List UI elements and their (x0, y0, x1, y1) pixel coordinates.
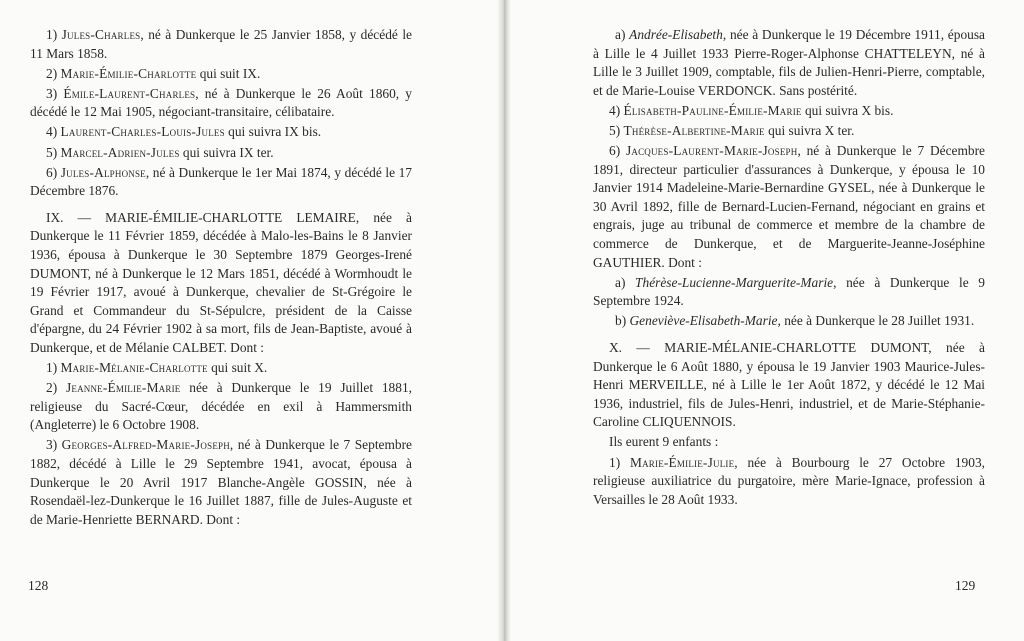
entry-1: 1) Jules-Charles, né à Dunkerque le 25 Janvier 1858, y décédé le 11 Mars 1858. (30, 27, 412, 61)
entry-ix-6: 6) Jacques-Laurent-Marie-Joseph, né à Dunkerque le 7 Décembre 1891, directeur particulier d'assurances à Dunkerque, y épousa le 10 Janvier 1914 Madeleine-Marie-Bernardine GYSEL, née à Dunkerque le 30 Avril 1892, fille de Bernard-Lucien-Fernand, négociant en grains et engrais, juge au tribunal de commerce et membre de la chambre de commerce de Dunkerque, et de Marguerite-Jeanne-Joséphine GAUTHIER. Dont : (593, 143, 985, 270)
page-number-left: 128 (28, 578, 49, 593)
book-gutter (497, 0, 511, 641)
children-count: Ils eurent 9 enfants : (609, 434, 719, 450)
entry-ix-5: 5) Thérèse-Albertine-Marie qui suivra X ter. (609, 122, 855, 138)
right-page (593, 26, 985, 511)
entry-ix-4: 4) Élisabeth-Pauline-Émilie-Marie qui suivra X bis. (609, 102, 894, 118)
entry-5: 5) Marcel-Adrien-Jules qui suivra IX ter. (46, 144, 274, 160)
entry-x-1: 1) Marie-Émilie-Julie, née à Bourbourg le 27 Octobre 1903, religieuse auxiliatrice du purgatoire, mère Marie-Ignace, profession à Versailles le 28 Août 1933. (593, 454, 985, 507)
section-x: X. — MARIE-MÉLANIE-CHARLOTTE DUMONT, née à Dunkerque le 6 Août 1880, y épousa le 19 Janvier 1903 Maurice-Jules-Henri MERVEILLE, né à Lille le 1er Août 1872, y décédé le 12 Mai 1936, industriel, fils de Jules-Henri, industriel, et de Marie-Stéphanie-Caroline CLIQUENNOIS. (593, 340, 985, 430)
entry-ix-6a: a) Thérèse-Lucienne-Marguerite-Marie, née à Dunkerque le 9 Septembre 1924. (593, 274, 985, 309)
entry-3: 3) Émile-Laurent-Charles, né à Dunkerque le 26 Août 1860, y décédé le 12 Mai 1905, négociant-transitaire, célibataire. (30, 85, 412, 120)
entry-6: 6) Jules-Alphonse, né à Dunkerque le 1er Mai 1874, y décédé le 17 Décembre 1876. (30, 164, 412, 199)
entry-ix-1: 1) Marie-Mélanie-Charlotte qui suit X. (46, 360, 268, 376)
entry-ix-2: 2) Jeanne-Émilie-Marie née à Dunkerque le 19 Juillet 1881, religieuse du Sacré-Cœur, décédée en exil à Hammersmith (Angleterre) le 6 Octobre 1908. (30, 380, 412, 433)
left-page (30, 26, 412, 531)
entry-4: 4) Laurent-Charles-Louis-Jules qui suivra IX bis. (46, 124, 322, 140)
entry-ix-3: 3) Georges-Alfred-Marie-Joseph, né à Dunkerque le 7 Septembre 1882, décédé à Lille le 29 Septembre 1941, avocat, épousa à Dunkerque le 20 Avril 1917 Blanche-Angèle GOSSIN, née à Rosendaël-lez-Dunkerque le 16 Juillet 1887, fille de Jules-Auguste et de Marie-Henriette BERNARD. Dont : (30, 437, 412, 527)
entry-ix-3a: a) Andrée-Elisabeth, née à Dunkerque le 19 Décembre 1911, épousa à Lille le 4 Juillet 1933 Pierre-Roger-Alphonse CHATTELEYN, né à Lille le 3 Juillet 1909, comptable, fils de Julien-Henri-Pierre, comptable, et de Marie-Louise VERDONCK. Sans postérité. (593, 27, 985, 98)
entry-ix-6b: b) Geneviève-Elisabeth-Marie, née à Dunkerque le 28 Juillet 1931. (615, 313, 975, 329)
page-number-right: 129 (955, 578, 976, 593)
section-ix: IX. — MARIE-ÉMILIE-CHARLOTTE LEMAIRE, née à Dunkerque le 11 Février 1859, décédée à Malo-les-Bains le 8 Janvier 1936, épousa à Dunkerque le 30 Septembre 1879 Georges-Irené DUMONT, né à Dunkerque le 12 Mars 1851, décédé à Wormhoudt le 19 Février 1917, avoué à Dunkerque, chevalier de St-Grégoire le Grand et Commandeur du St-Sépulcre, président de la Caisse d'épargne, du 24 Février 1902 à sa mort, fils de Jean-Baptiste, avoué à Dunkerque, et de Mélanie CALBET. Dont : (30, 209, 412, 355)
entry-2: 2) Marie-Émilie-Charlotte qui suit IX. (46, 65, 261, 81)
